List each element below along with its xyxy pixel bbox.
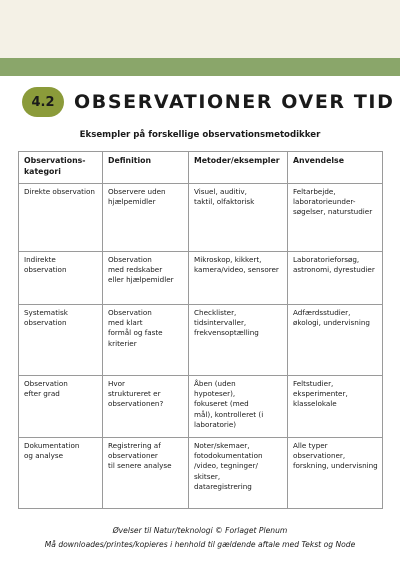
- section-badge: 4.2: [22, 87, 64, 117]
- table-cell: Observation med redskaber eller hjælpemidler: [103, 252, 189, 305]
- table-row: [19, 305, 383, 376]
- table-cell: Checklister, tidsintervaller, frekvensoptælling: [189, 305, 288, 376]
- table-cell: Adfærdsstudier, økologi, undervisning: [288, 305, 383, 376]
- table-row: [19, 376, 383, 438]
- table-cell: Hvor struktureret er observationen?: [103, 376, 189, 438]
- table-cell: Registrering af observationer til senere analyse: [103, 438, 189, 509]
- table-cell: Systematisk observation: [19, 305, 103, 376]
- table-header-row: [19, 152, 383, 184]
- column-header: Observations- kategori: [19, 152, 103, 184]
- footer-license: Må downloades/printes/kopieres i henhold til gældende aftale med Tekst og Node: [44, 540, 356, 549]
- table-cell: Visuel, auditiv, taktil, olfaktorisk: [189, 184, 288, 252]
- table-cell: Feltstudier, eksperimenter, klasselokale: [288, 376, 383, 438]
- table-cell: Observere uden hjælpemidler: [103, 184, 189, 252]
- header-illustration: [0, 0, 400, 76]
- column-header: Anvendelse: [288, 152, 383, 184]
- table-row: [19, 252, 383, 305]
- table-row: [19, 184, 383, 252]
- table-cell: Dokumentation og analyse: [19, 438, 103, 509]
- page-title: OBSERVATIONER OVER TID: [74, 91, 395, 113]
- table-cell: Mikroskop, kikkert, kamera/video, sensorer: [189, 252, 288, 305]
- table-cell: Indirekte observation: [19, 252, 103, 305]
- illustration-background: [0, 0, 400, 62]
- table-cell: Laboratorieforsøg, astronomi, dyrestudier: [288, 252, 383, 305]
- table-cell: Alle typer observationer, forskning, undervisning: [288, 438, 383, 509]
- table-cell: Direkte observation: [19, 184, 103, 252]
- table-cell: Observation med klart formål og faste kriterier: [103, 305, 189, 376]
- table-row: [19, 438, 383, 509]
- table-cell: Feltarbejde, laboratorieunder- søgelser, naturstudier: [288, 184, 383, 252]
- table-cell: Observation efter grad: [19, 376, 103, 438]
- page-heading: [22, 86, 394, 118]
- column-header: Metoder/eksempler: [189, 152, 288, 184]
- observation-methods-table: [18, 151, 383, 509]
- table-caption: Eksempler på forskellige observationsmetodikker: [79, 130, 321, 140]
- table-cell: Noter/skemaer, fotodokumentation /video, tegninger/ skitser, dataregistrering: [189, 438, 288, 509]
- table-cell: Åben (uden hypoteser), fokuseret (med mål), kontrolleret (i laboratorie): [189, 376, 288, 438]
- footer-copyright: Øvelser til Natur/teknologi © Forlaget Plenum: [112, 526, 288, 535]
- illustration-table: [0, 58, 400, 76]
- column-header: Definition: [103, 152, 189, 184]
